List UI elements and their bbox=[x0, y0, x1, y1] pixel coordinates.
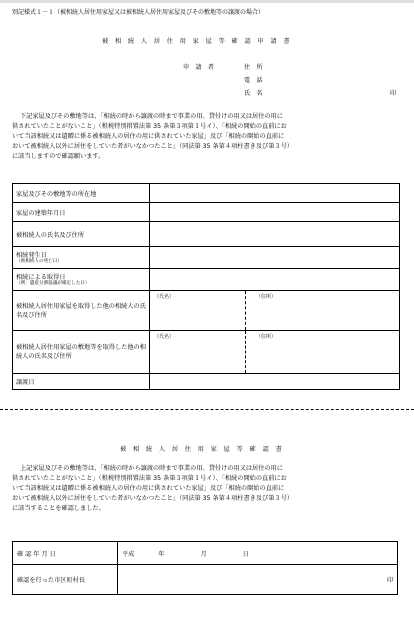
address-col-label: （住所） bbox=[256, 334, 277, 340]
built-date-field[interactable] bbox=[150, 203, 400, 222]
paragraph-line: 供されていたことがないこと」（租税特別措置法第 35 条第３項第１号イ）、「相続の開始の直前にお bbox=[12, 475, 287, 482]
mayor-field[interactable] bbox=[118, 565, 398, 595]
decedent-field[interactable] bbox=[150, 222, 400, 247]
acquisition-label: 相続による取得日 bbox=[16, 274, 66, 281]
confirmation-title: 被 相 続 人 居 住 用 家 屋 等 確 認 書 bbox=[120, 446, 285, 453]
built-date-label: 家屋の建築年月日 bbox=[13, 203, 150, 222]
inheritance-date-field[interactable] bbox=[150, 247, 400, 269]
acquisition-field[interactable] bbox=[150, 269, 400, 291]
top-border bbox=[0, 0, 414, 3]
applicant-label: 申 請 者 bbox=[183, 64, 214, 71]
other-heirs-house-label: 被相続人居住用家屋を取得した他の相続人の氏名及び住所 bbox=[13, 291, 150, 331]
application-paragraph bbox=[12, 112, 400, 162]
paragraph-line: おいて被相続人以外に居住をしていた者がいなかつたこと」（同法第 35 条第４項柱書き及び第３号） bbox=[12, 495, 293, 502]
era-label: 平成 bbox=[122, 550, 135, 558]
name-label: 氏 名 bbox=[244, 90, 263, 97]
other-heirs-land-field[interactable] bbox=[150, 331, 400, 374]
inheritance-date-label: 相続発生日 bbox=[16, 252, 47, 259]
mayor-label: 確認を行った市区町村長 bbox=[13, 565, 118, 595]
paragraph-line: 下記家屋及びその敷地等は、「相続の時から譲渡の時まで事業の用、貸付けの用又は居住の用に bbox=[20, 113, 283, 120]
confirm-date-label: 確 認 年 月 日 bbox=[13, 542, 118, 565]
address-col-label: （住所） bbox=[256, 294, 277, 300]
paragraph-line: いて当該相続又は遺贈に係る被相続人の居住の用に供されていた家屋」及び「相続の開始の直前に bbox=[12, 133, 285, 140]
location-field[interactable] bbox=[150, 184, 400, 203]
year-label: 年 bbox=[158, 550, 165, 558]
other-heirs-house-field[interactable] bbox=[150, 291, 400, 331]
name-col-label: （氏名） bbox=[154, 334, 175, 340]
day-label: 日 bbox=[242, 550, 249, 558]
name-col-label: （氏名） bbox=[154, 294, 175, 300]
application-table bbox=[12, 183, 400, 390]
confirmation-paragraph bbox=[12, 464, 400, 514]
mayor-seal: 印 bbox=[386, 577, 393, 584]
column-divider bbox=[245, 291, 246, 330]
paragraph-line: に該当することを確認しました。 bbox=[12, 505, 105, 512]
paragraph-line: 上記家屋及びその敷地等は、「相続の時から譲渡の時まで事業の用、貸付けの用又は居住の用に bbox=[20, 465, 283, 472]
decedent-label: 被相続人の氏名及び住所 bbox=[13, 222, 150, 247]
transfer-date-label: 譲渡日 bbox=[13, 374, 150, 390]
column-divider bbox=[245, 331, 246, 373]
form-id: 別記様式１－１（被相続人居住用家屋又は被相続人居住用家屋及びその敷地等の譲渡の場合） bbox=[12, 9, 265, 16]
confirm-date-field[interactable] bbox=[118, 542, 398, 565]
month-label: 月 bbox=[200, 550, 207, 558]
acquisition-note: （例：遺産分割協議が確定した日） bbox=[16, 281, 90, 286]
cut-line bbox=[0, 409, 414, 410]
address-label: 住 所 bbox=[244, 64, 263, 71]
confirmation-table bbox=[12, 541, 398, 595]
applicant-seal: 印 bbox=[390, 90, 397, 97]
other-heirs-land-label: 被相続人居住用家屋の敷地等を取得した他の相続人の氏名及び住所 bbox=[13, 331, 150, 374]
paragraph-line: おいて被相続人以外に居住をしていた者がいなかつたこと」（同法第 35 条第４項柱書き及び第３号） bbox=[12, 143, 293, 150]
phone-label: 電 話 bbox=[244, 77, 263, 84]
paragraph-line: いて当該相続又は遺贈に係る被相続人の居住の用に供されていた家屋」及び「相続の開始の直前に bbox=[12, 485, 285, 492]
paragraph-line: に該当しますので確認願います。 bbox=[12, 153, 105, 160]
paragraph-line: 供されていたことがないこと」（租税特別措置法第 35 条第３項第１号イ）、「相続の開始の直前にお bbox=[12, 123, 287, 130]
transfer-date-field[interactable] bbox=[150, 374, 400, 390]
acquisition-cell bbox=[13, 269, 150, 291]
location-label: 家屋及びその敷地等の所在地 bbox=[13, 184, 150, 203]
application-title: 被 相 続 人 居 住 用 家 屋 等 確 認 申 請 書 bbox=[102, 38, 292, 45]
inheritance-date-cell bbox=[13, 247, 150, 269]
inheritance-date-note: （被相続人の死亡日） bbox=[16, 259, 62, 264]
